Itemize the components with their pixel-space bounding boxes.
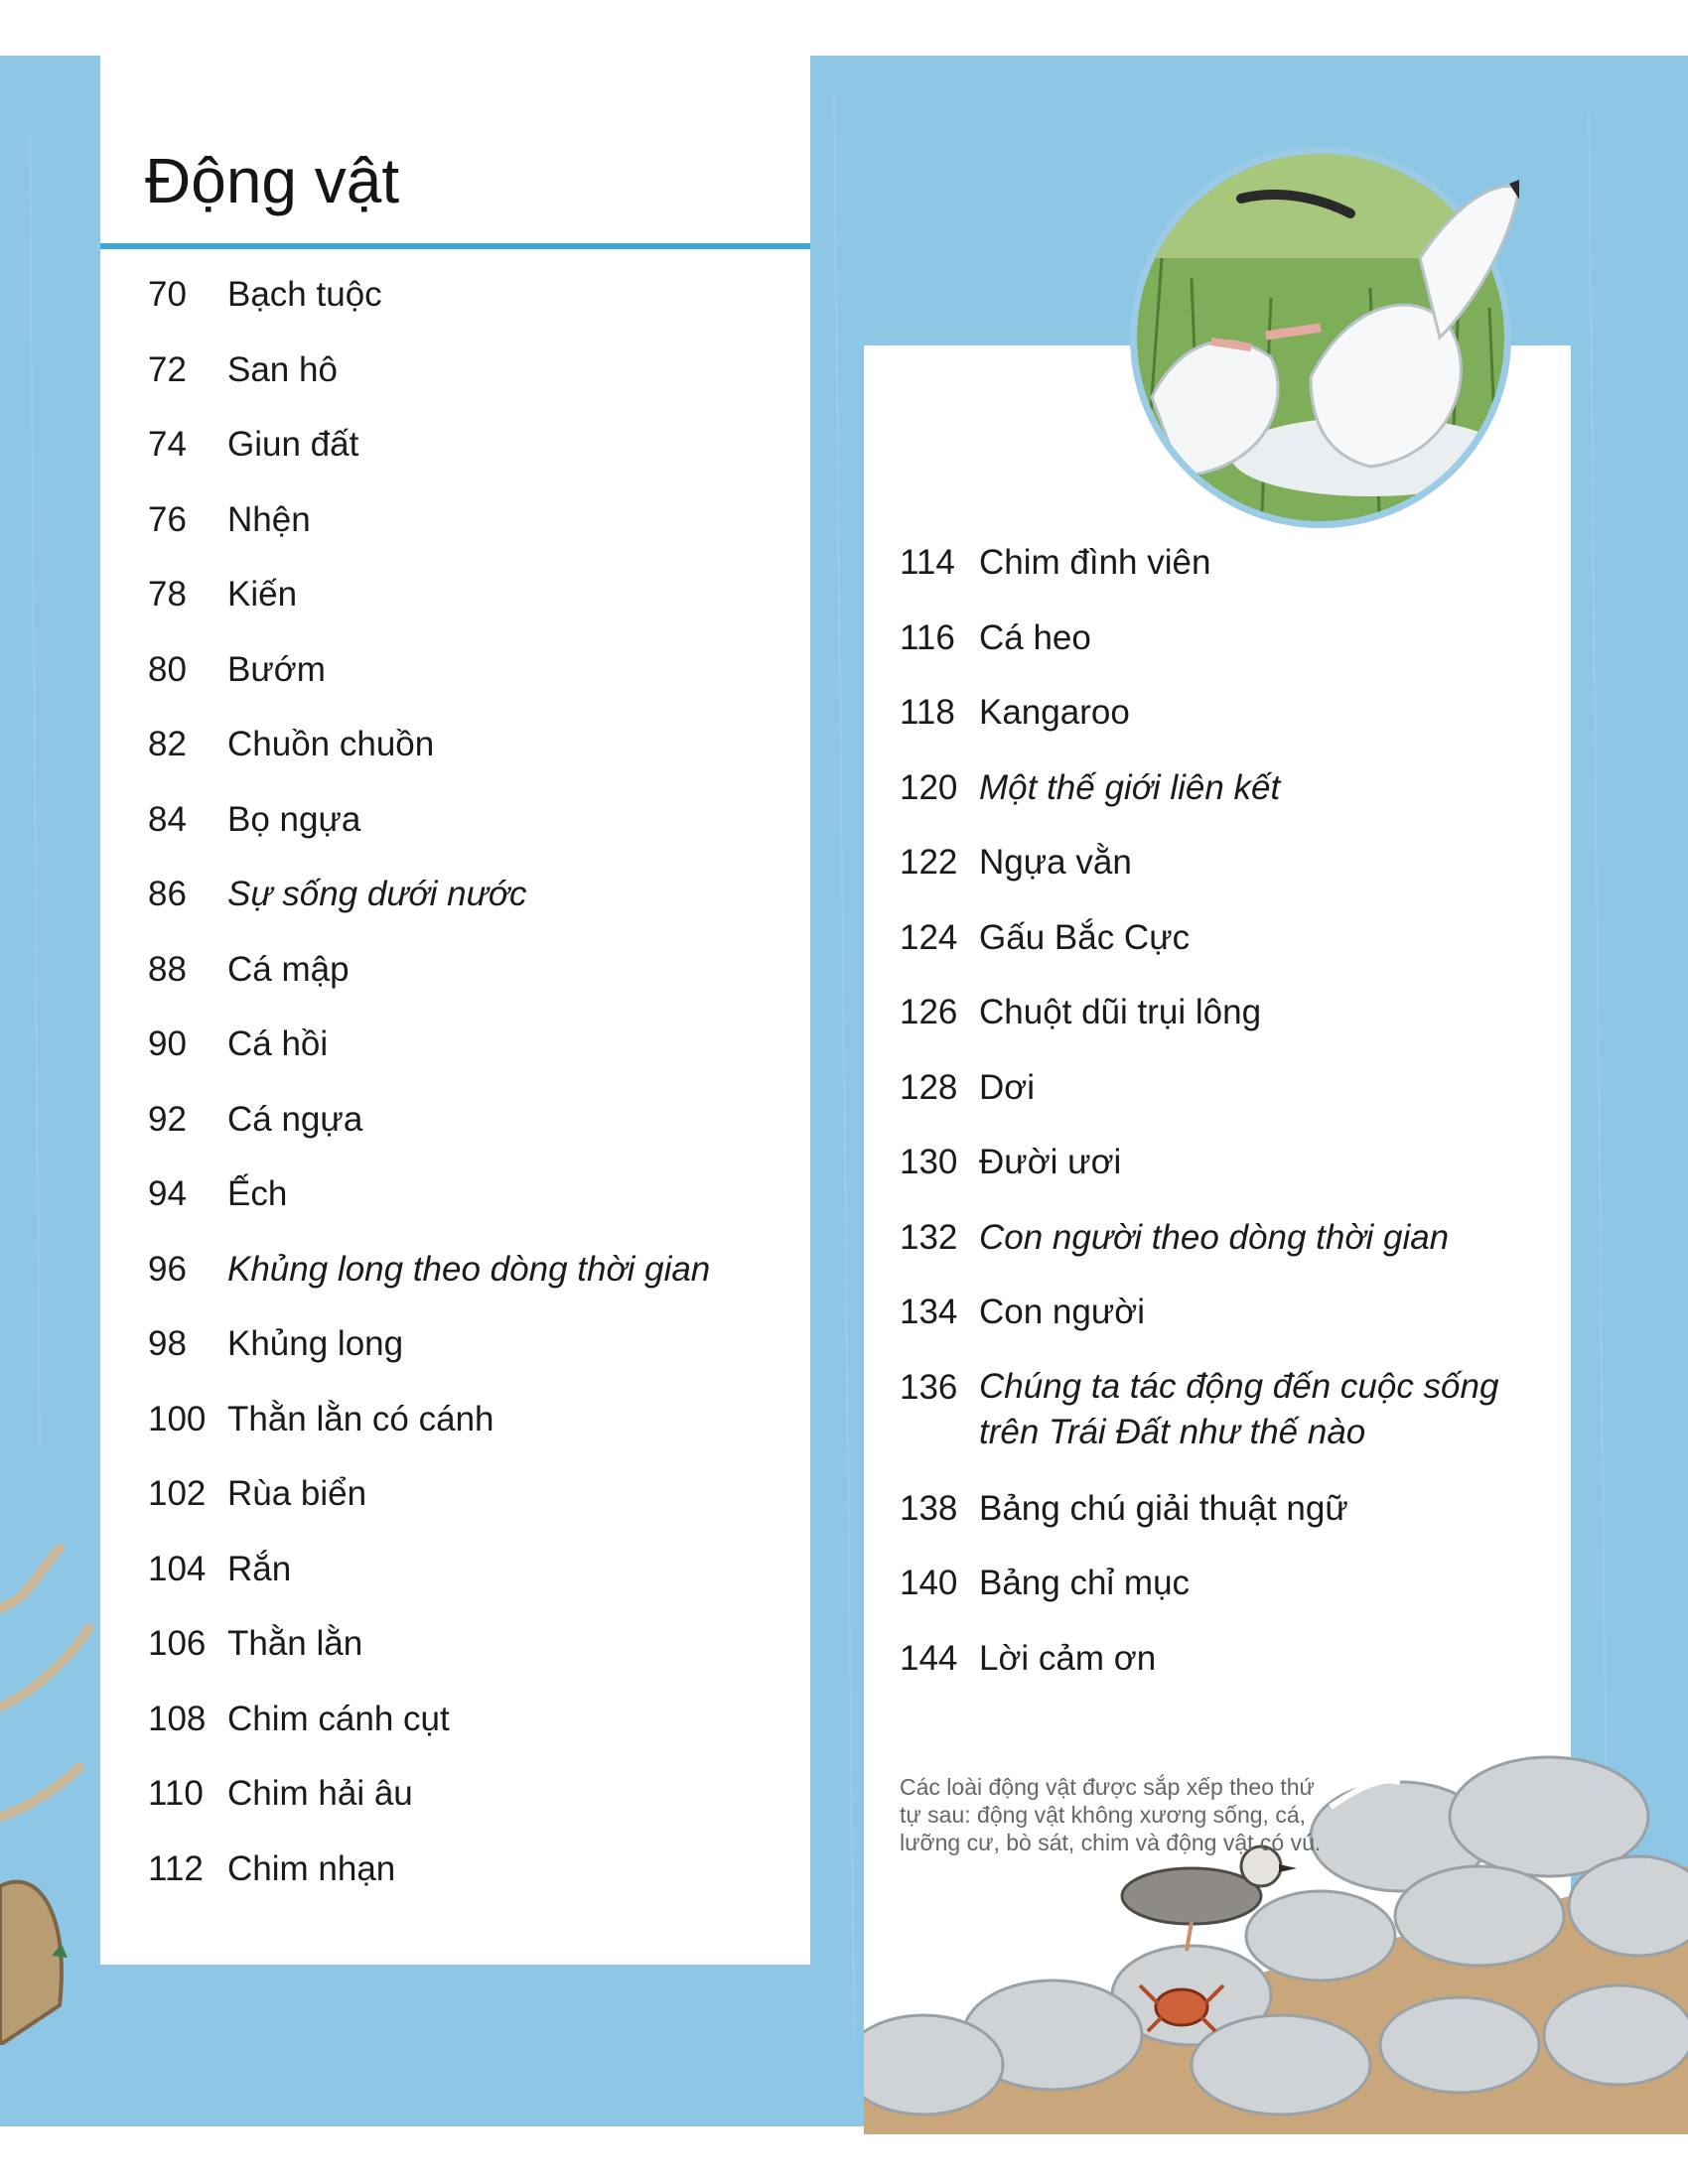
toc-entry-title: Đười ươi <box>979 1143 1122 1181</box>
toc-page-number: 120 <box>900 767 958 807</box>
toc-entry-title: Thằn lằn <box>227 1624 363 1663</box>
toc-entry-title: Chuột dũi trụi lông <box>979 993 1262 1031</box>
toc-page-number: 110 <box>148 1774 204 1813</box>
toc-page-number: 144 <box>900 1638 958 1678</box>
toc-entry-title: Kangaroo <box>979 693 1130 732</box>
toc-page-number: 72 <box>148 349 187 389</box>
toc-entry[interactable] <box>148 646 783 722</box>
toc-entry[interactable] <box>900 1364 1545 1485</box>
toc-entry[interactable] <box>900 689 1545 764</box>
toc-entry[interactable] <box>148 1396 783 1471</box>
toc-entry[interactable] <box>148 871 783 946</box>
toc-page-number: 80 <box>148 649 187 689</box>
toc-page-number: 138 <box>900 1488 958 1528</box>
title-underline <box>100 243 810 249</box>
toc-entry[interactable] <box>148 1546 783 1621</box>
toc-entry-title: Cá ngựa <box>227 1099 363 1139</box>
toc-entry-title: Kiến <box>227 575 298 614</box>
toc-page-number: 84 <box>148 799 187 839</box>
driftwood-tree-illustration <box>0 1489 109 2045</box>
toc-entry-title: Chúng ta tác động đến cuộc sống trên Trái Đất như thế nào <box>979 1366 1499 1452</box>
toc-entry[interactable] <box>900 1214 1545 1290</box>
toc-list-right <box>900 539 1545 1709</box>
toc-entry[interactable] <box>148 571 783 646</box>
toc-page-number: 130 <box>900 1143 958 1181</box>
toc-list-left <box>148 271 783 1920</box>
toc-page-number: 102 <box>148 1474 207 1513</box>
toc-entry[interactable] <box>900 1064 1545 1140</box>
toc-entry-title: Chim cánh cụt <box>227 1699 450 1738</box>
toc-entry-title: Bạch tuộc <box>227 275 382 314</box>
toc-page-number: 74 <box>148 425 187 464</box>
toc-entry[interactable] <box>900 614 1545 690</box>
toc-page-number: 124 <box>900 917 958 957</box>
toc-entry-title: Lời cảm ơn <box>979 1638 1157 1678</box>
toc-entry-title: Con người theo dòng thời gian <box>979 1217 1450 1257</box>
toc-entry[interactable] <box>900 1635 1545 1710</box>
toc-entry[interactable] <box>148 796 783 872</box>
toc-entry-title: Nhện <box>227 499 311 539</box>
toc-page-number: 96 <box>148 1249 187 1289</box>
toc-entry[interactable] <box>148 721 783 796</box>
toc-entry-title: Sự sống dưới nước <box>227 875 527 913</box>
toc-entry[interactable] <box>900 989 1545 1064</box>
toc-entry[interactable] <box>148 421 783 496</box>
toc-entry-title: Ngựa vằn <box>979 843 1132 882</box>
sorting-note: Các loài động vật được sắp xếp theo thứ tự sau: động vật không xương sống, cá, lưỡng cư, bò sát, chim và động vật có vú. <box>900 1774 1322 1856</box>
toc-entry[interactable] <box>148 1620 783 1696</box>
toc-entry-title: Bọ ngựa <box>227 799 361 839</box>
albatross-illustration <box>1122 139 1519 536</box>
toc-page-number: 92 <box>148 1099 187 1139</box>
toc-page-number: 140 <box>900 1564 958 1602</box>
toc-page-number: 88 <box>148 949 187 989</box>
toc-page-number: 94 <box>148 1174 187 1213</box>
toc-entry[interactable] <box>900 914 1545 990</box>
toc-entry-title: Một thế giới liên kết <box>979 767 1281 807</box>
toc-entry-title: Dơi <box>979 1067 1036 1107</box>
toc-entry-title: Chim đình viên <box>979 543 1211 582</box>
toc-entry[interactable] <box>900 1139 1545 1214</box>
toc-entry-title: Rắn <box>227 1549 292 1588</box>
toc-page-number: 112 <box>148 1848 204 1888</box>
toc-entry[interactable] <box>148 1021 783 1096</box>
toc-page-number: 126 <box>900 993 958 1031</box>
toc-entry-title: Giun đất <box>227 425 359 464</box>
toc-entry[interactable] <box>900 764 1545 840</box>
toc-entry[interactable] <box>148 346 783 422</box>
toc-entry-title: Cá mập <box>227 949 350 989</box>
toc-entry[interactable] <box>148 1470 783 1546</box>
toc-entry-title: Con người <box>979 1293 1146 1331</box>
toc-page-number: 132 <box>900 1217 958 1257</box>
toc-entry-title: Thằn lằn có cánh <box>227 1399 494 1438</box>
toc-page-number: 108 <box>148 1699 207 1738</box>
toc-entry[interactable] <box>148 271 783 346</box>
toc-entry[interactable] <box>148 1845 783 1921</box>
toc-entry-title: San hô <box>227 349 338 389</box>
toc-entry-title: Bảng chỉ mục <box>979 1564 1191 1602</box>
toc-entry[interactable] <box>148 1320 783 1396</box>
toc-entry-title: Khủng long <box>227 1324 404 1363</box>
toc-page-number: 136 <box>900 1367 958 1407</box>
toc-entry[interactable] <box>900 839 1545 914</box>
toc-page-number: 114 <box>900 543 955 582</box>
toc-entry-title: Gấu Bắc Cực <box>979 917 1191 957</box>
toc-page-number: 106 <box>148 1624 207 1663</box>
toc-entry[interactable] <box>900 1560 1545 1635</box>
toc-page-number: 122 <box>900 843 958 882</box>
toc-page-number: 118 <box>900 693 955 732</box>
toc-page-number: 100 <box>148 1399 207 1438</box>
toc-entry[interactable] <box>148 1770 783 1845</box>
toc-entry-title: Cá heo <box>979 617 1091 657</box>
toc-entry[interactable] <box>148 1170 783 1246</box>
toc-page-number: 70 <box>148 275 187 314</box>
page-title: Động vật <box>145 145 400 216</box>
toc-entry-title: Khủng long theo dòng thời gian <box>227 1249 711 1289</box>
toc-entry[interactable] <box>148 946 783 1022</box>
toc-entry[interactable] <box>900 1289 1545 1364</box>
toc-entry-title: Bướm <box>227 649 326 689</box>
toc-entry-title: Rùa biển <box>227 1474 367 1513</box>
toc-page-number: 78 <box>148 575 187 614</box>
toc-entry[interactable] <box>900 1485 1545 1561</box>
toc-page-number: 128 <box>900 1067 958 1107</box>
toc-entry[interactable] <box>900 539 1545 614</box>
toc-entry-title: Chim nhạn <box>227 1848 396 1888</box>
toc-entry-title: Cá hồi <box>227 1024 329 1063</box>
toc-entry[interactable] <box>148 1696 783 1771</box>
toc-entry-title: Chim hải âu <box>227 1774 413 1813</box>
toc-entry-title: Chuồn chuồn <box>227 725 435 763</box>
toc-page-number: 82 <box>148 725 187 763</box>
toc-page-number: 104 <box>148 1549 207 1588</box>
toc-page-number: 116 <box>900 617 955 657</box>
toc-entry[interactable] <box>148 1096 783 1171</box>
toc-page-number: 98 <box>148 1324 187 1363</box>
toc-entry-title: Bảng chú giải thuật ngữ <box>979 1488 1348 1528</box>
toc-page-number: 76 <box>148 499 187 539</box>
toc-entry[interactable] <box>148 1246 783 1321</box>
toc-page-number: 134 <box>900 1293 958 1331</box>
toc-entry[interactable] <box>148 496 783 572</box>
toc-entry-title: Ếch <box>227 1174 288 1213</box>
toc-page-number: 90 <box>148 1024 187 1063</box>
toc-page-number: 86 <box>148 875 187 913</box>
